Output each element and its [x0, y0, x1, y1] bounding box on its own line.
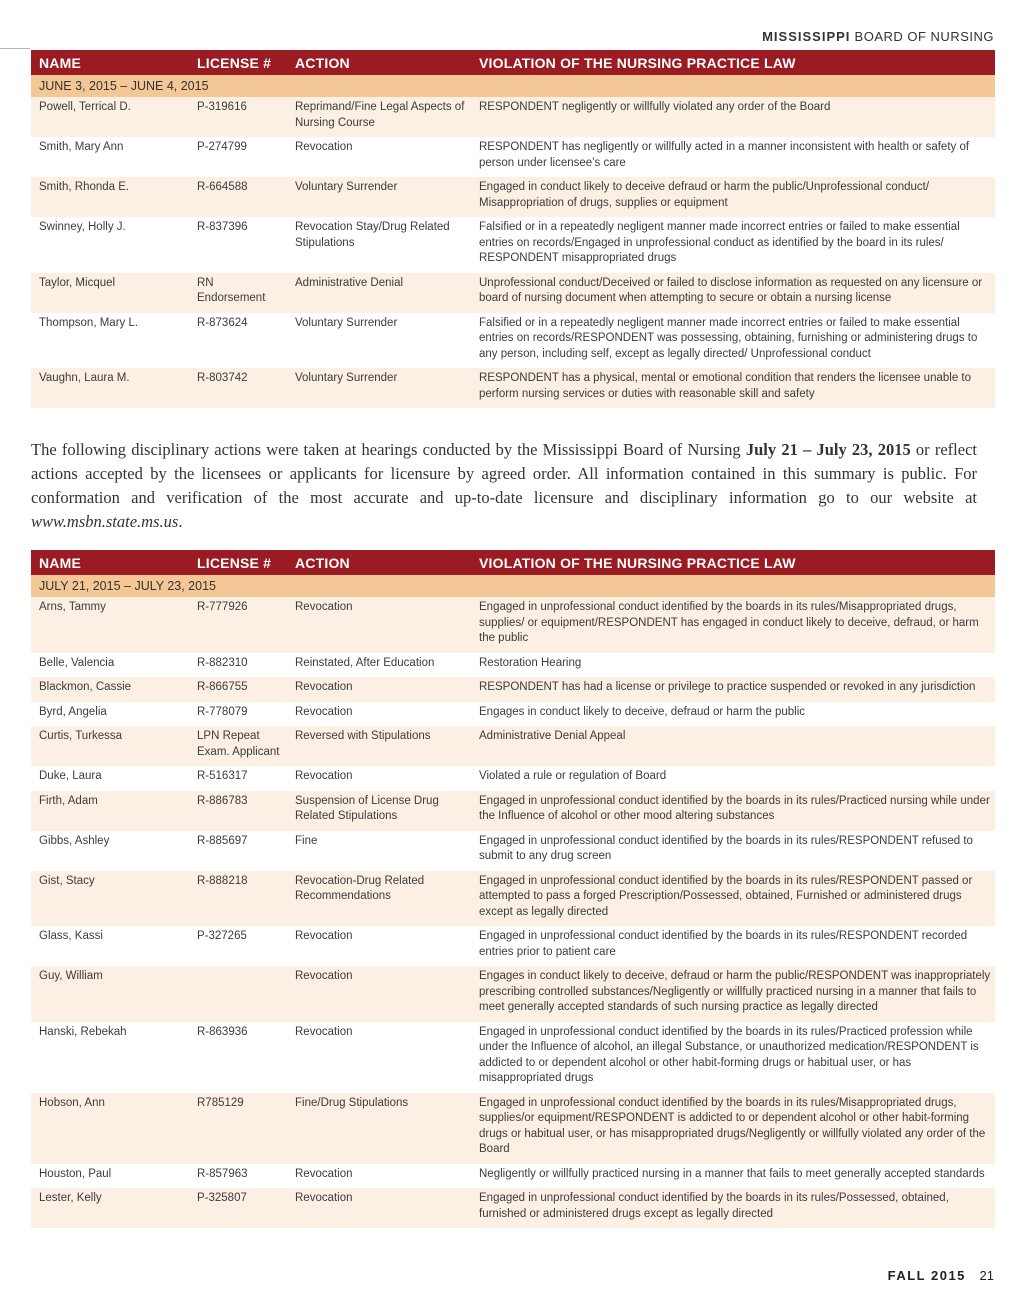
date-range-label: JULY 21, 2015 – JULY 23, 2015 [31, 575, 995, 597]
cell-action: Revocation [295, 705, 353, 718]
cell-violation: Engages in conduct likely to deceive, defraud or harm the public/RESPONDENT was inappropriately prescribing controlled substances/Negligently or willfully practiced nursing in a manner that fails to meet generally accepted standards of such nursing practice as legally directed [471, 966, 995, 1022]
col-header-violation: VIOLATION OF THE NURSING PRACTICE LAW [471, 50, 995, 75]
table-row [31, 217, 995, 273]
cell-license: R785129 [189, 1093, 287, 1164]
cell-violation: Engaged in unprofessional conduct identified by the boards in its rules/Practiced profession while under the Influence of alcohol, an illegal Substance, or unauthorized medication/RESPONDENT is addicted to or dependent alcohol or other habit-forming drugs or habitual user, or has misappropriated drugs [479, 1025, 979, 1084]
masthead-org: BOARD OF NURSING [854, 29, 994, 44]
cell-license: R-803742 [189, 368, 287, 408]
col-header-action: ACTION [287, 50, 471, 75]
cell-action: Fine [295, 834, 318, 847]
table-row [31, 137, 995, 177]
cell-action: Revocation Stay/Drug Related Stipulations [295, 221, 450, 249]
col-header-violation: VIOLATION OF THE NURSING PRACTICE LAW [471, 550, 995, 575]
date-range-row [31, 575, 995, 597]
cell-name: Curtis, Turkessa [31, 726, 189, 766]
hearing-dates: July 21 – July 23, 2015 [745, 440, 911, 459]
cell-action: Voluntary Surrender [287, 177, 471, 217]
cell-action: Revocation [295, 930, 353, 942]
cell-name: Taylor, Micquel [31, 273, 189, 313]
intro-text: The following disciplinary actions were taken at hearings conducted by the Mississippi Board of Nursing [31, 440, 746, 459]
cell-license: P-325807 [189, 1188, 287, 1228]
cell-name: Arns, Tammy [31, 597, 189, 653]
table-row [31, 97, 995, 137]
intro-paragraph [31, 438, 977, 534]
cell-violation: Unprofessional conduct/Deceived or failed to disclose information as requested on any licensure or board of nursing document when attempting to secure or obtain a nursing license [471, 273, 995, 313]
cell-license [189, 966, 287, 1022]
cell-name: Glass, Kassi [39, 930, 103, 942]
table-row [31, 1022, 995, 1093]
cell-action: Administrative Denial [287, 273, 471, 313]
cell-violation: Engaged in unprofessional conduct identified by the boards in its rules/Possessed, obtained, furnished or administered drugs except as legally directed [471, 1188, 995, 1228]
table-row [31, 313, 995, 369]
cell-violation: RESPONDENT negligently or willfully violated any order of the Board [471, 97, 995, 137]
table-row [31, 766, 995, 791]
cell-license: R-888218 [189, 871, 287, 927]
table-row [31, 597, 995, 653]
cell-violation: Violated a rule or regulation of Board [479, 770, 667, 782]
cell-action: Revocation [295, 1167, 353, 1180]
table-row [31, 273, 995, 313]
table-header-row [31, 550, 995, 575]
website-link[interactable]: www.msbn.state.ms.us [31, 512, 179, 531]
cell-violation: RESPONDENT has had a license or privilege to practice suspended or revoked in any jurisdiction [471, 677, 995, 702]
cell-violation: Negligently or willfully practiced nursing in a manner that fails to meet generally accepted standards [479, 1167, 985, 1180]
cell-name: Powell, Terrical D. [31, 97, 189, 137]
disciplinary-table-july [31, 550, 995, 1228]
cell-license: R-866755 [189, 677, 287, 702]
cell-name: Firth, Adam [31, 791, 189, 831]
cell-action: Revocation [287, 677, 471, 702]
intro-text-end: . [178, 512, 183, 531]
cell-violation: RESPONDENT has negligently or willfully acted in a manner inconsistent with health or safety of person under licensee’s care [479, 141, 970, 169]
table-row [31, 1164, 995, 1189]
cell-license: R-778079 [197, 705, 248, 718]
cell-violation: RESPONDENT has a physical, mental or emotional condition that renders the licensee unable to perform nursing services or duties with reasonable skill and safety [471, 368, 995, 408]
col-header-action: ACTION [287, 550, 471, 575]
cell-action: Reinstated, After Education [295, 656, 435, 669]
cell-action: Voluntary Surrender [287, 368, 471, 408]
col-header-license: LICENSE # [189, 550, 287, 575]
table-row [31, 368, 995, 408]
masthead [762, 29, 994, 44]
cell-violation: Engaged in unprofessional conduct identified by the boards in its rules/Misappropriated drugs, supplies/or equipment/RESPONDENT is addicted to or dependent alcohol or other habit-forming drugs or habitual user, or has misappropriated drugs/Negligently or willfully violated any order of the Board [471, 1093, 995, 1164]
col-header-name: NAME [31, 50, 189, 75]
cell-license: P-274799 [197, 141, 247, 153]
cell-name: Houston, Paul [39, 1167, 112, 1180]
date-range-row [31, 75, 995, 97]
cell-name: Vaughn, Laura M. [31, 368, 189, 408]
cell-violation: Administrative Denial Appeal [471, 726, 995, 766]
cell-action: Fine/Drug Stipulations [287, 1093, 471, 1164]
table-row [31, 926, 995, 966]
col-header-license: LICENSE # [189, 50, 287, 75]
cell-name: Hobson, Ann [31, 1093, 189, 1164]
cell-name: Byrd, Angelia [39, 705, 107, 718]
cell-name: Gibbs, Ashley [39, 834, 110, 847]
cell-name: Hanski, Rebekah [39, 1025, 127, 1038]
issue-season: FALL 2015 [887, 1268, 966, 1283]
table-row [31, 653, 995, 678]
cell-license: R-882310 [197, 656, 248, 669]
cell-name: Gist, Stacy [31, 871, 189, 927]
cell-name: Thompson, Mary L. [39, 316, 139, 329]
cell-violation: Engages in conduct likely to deceive, defraud or harm the public [479, 705, 806, 718]
cell-license: LPN Repeat Exam. Applicant [189, 726, 287, 766]
cell-license: R-837396 [197, 221, 248, 233]
table-row [31, 966, 995, 1022]
cell-license: R-863936 [197, 1025, 248, 1038]
cell-name: Blackmon, Cassie [31, 677, 189, 702]
cell-action: Voluntary Surrender [295, 316, 398, 329]
header-rule [0, 48, 30, 49]
table-body [31, 97, 995, 408]
cell-action: Reversed with Stipulations [287, 726, 471, 766]
cell-violation: Engaged in conduct likely to deceive defraud or harm the public/Unprofessional conduct/ Misappropriation of drugs, supplies or equipment [471, 177, 995, 217]
cell-license: P-327265 [197, 930, 247, 942]
cell-license: P-319616 [189, 97, 287, 137]
cell-action: Suspension of License Drug Related Stipulations [287, 791, 471, 831]
cell-violation: Engaged in unprofessional conduct identified by the boards in its rules/Misappropriated drugs, supplies/ or equipment/RESPONDENT has engaged in conduct likely to deceive, defraud, or harm the public [471, 597, 995, 653]
cell-action: Revocation [295, 1025, 353, 1038]
cell-action: Reprimand/Fine Legal Aspects of Nursing Course [287, 97, 471, 137]
intro-text-cont: or reflect actions accepted by the licensees or applicants for licensure by agreed order. All information contained in this summary is public. For conformation and verification of the most accurate and up-to-date licensure and disciplinary information go to our website at [31, 440, 977, 507]
cell-violation: Falsified or in a repeatedly negligent manner made incorrect entries or failed to make essential entries on records/Engaged in unprofessional conduct as identified by the board in its rules/ RESPONDENT misappropriated drugs [479, 221, 960, 264]
table-row [31, 726, 995, 766]
table-body [31, 597, 995, 1228]
cell-action: Revocation [295, 770, 353, 782]
cell-violation: Falsified or in a repeatedly negligent manner made incorrect entries or failed to make essential entries on records/RESPONDENT was possessing, obtaining, furnishing or administering drugs to any person, including self, except as legally directed/ Unprofessional conduct [479, 316, 978, 360]
cell-license: R-886783 [189, 791, 287, 831]
cell-action: Revocation [287, 1188, 471, 1228]
cell-license: R-873624 [197, 316, 248, 329]
cell-name: Guy, William [31, 966, 189, 1022]
col-header-name: NAME [31, 550, 189, 575]
cell-name: Swinney, Holly J. [39, 221, 126, 233]
page-footer [888, 1268, 994, 1283]
cell-name: Lester, Kelly [31, 1188, 189, 1228]
cell-name: Smith, Mary Ann [39, 141, 124, 153]
cell-violation: Restoration Hearing [479, 656, 582, 669]
cell-violation: Engaged in unprofessional conduct identified by the boards in its rules/RESPONDENT recorded entries prior to patient care [479, 930, 968, 958]
cell-name: Smith, Rhonda E. [31, 177, 189, 217]
cell-action: Revocation [295, 141, 353, 153]
cell-violation: Engaged in unprofessional conduct identified by the boards in its rules/Practiced nursing while under the Influence of alcohol or other mood altering substances [471, 791, 995, 831]
table-row [31, 871, 995, 927]
cell-name: Duke, Laura [39, 770, 102, 782]
date-range-label: JUNE 3, 2015 – JUNE 4, 2015 [31, 75, 995, 97]
cell-license: R-516317 [197, 770, 248, 782]
table-row [31, 702, 995, 727]
table-row [31, 1188, 995, 1228]
cell-license: RN Endorsement [189, 273, 287, 313]
table-row [31, 831, 995, 871]
page-number: 21 [979, 1268, 994, 1283]
table-header-row [31, 50, 995, 75]
disciplinary-table-june [31, 50, 995, 408]
cell-name: Belle, Valencia [39, 656, 115, 669]
cell-violation: Engaged in unprofessional conduct identified by the boards in its rules/RESPONDENT refused to submit to any drug screen [479, 834, 973, 862]
table-row [31, 177, 995, 217]
cell-license: R-885697 [197, 834, 248, 847]
cell-action: Revocation-Drug Related Recommendations [287, 871, 471, 927]
table-row [31, 1093, 995, 1164]
cell-action: Revocation [287, 597, 471, 653]
cell-violation: Engaged in unprofessional conduct identified by the boards in its rules/RESPONDENT passed or attempted to pass a forged Prescription/Possessed, obtained, Furnished or administered drugs except as legally directed [471, 871, 995, 927]
masthead-state: MISSISSIPPI [762, 29, 851, 44]
table-row [31, 677, 995, 702]
cell-action: Revocation [287, 966, 471, 1022]
cell-license: R-857963 [197, 1167, 248, 1180]
cell-license: R-777926 [189, 597, 287, 653]
cell-license: R-664588 [189, 177, 287, 217]
table-row [31, 791, 995, 831]
